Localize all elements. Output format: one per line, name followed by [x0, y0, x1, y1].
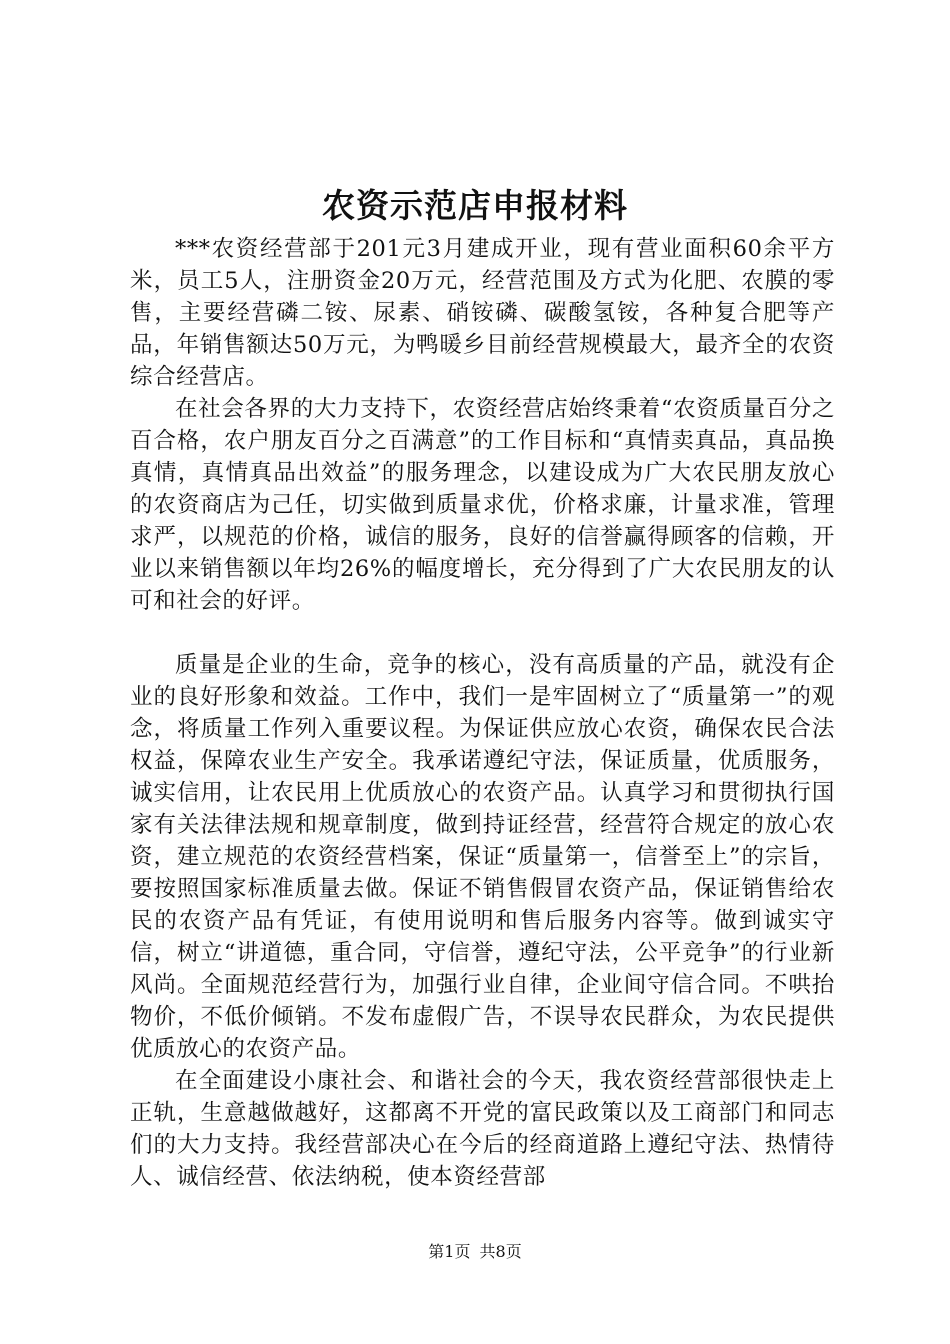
paragraph-quality: 质量是企业的生命，竞争的核心，没有高质量的产品，就没有企业的良好形象和效益。工作中，我们一是牢固树立了“质量第一”的观念，将质量工作列入重要议程。为保证供应放心农资，确保农民合法权益，保障农业生产安全。我承诺遵纪守法，保证质量，优质服务，诚实信用，让农民用上优质放心的农资产品。认真学习和贯彻执行国家有关法律法规和规章制度，做到持证经营，经营符合规定的放心农资，建立规范的农资经营档案，保证“质量第一，信誉至上”的宗旨，要按照国家标准质量去做。保证不销售假冒农资产品，保证销售给农民的农资产品有凭证，有使用说明和售后服务内容等。做到诚实守信，树立“讲道德，重合同，守信誉，遵纪守法，公平竞争”的行业新风尚。全面规范经营行为，加强行业自律，企业间守信合同。不哄抬物价，不低价倾销。不发布虚假广告，不误导农民群众，为农民提供优质放心的农资产品。	[130, 652, 835, 1062]
page-footer	[0, 1242, 950, 1262]
document-body	[130, 233, 835, 1193]
paragraph-intro: ***农资经营部于201元3月建成开业，现有营业面积60余平方米，员工5人，注册资金20万元，经营范围及方式为化肥、农膜的零售，主要经营磷二铵、尿素、硝铵磷、碳酸氢铵，各种复合肥等产品，年销售额达50万元，为鸭暖乡目前经营规模最大，最齐全的农资综合经营店。	[130, 236, 835, 390]
paragraph-spacer	[130, 617, 835, 649]
page-number: 第1页	[428, 1242, 471, 1261]
page-total: 共8页	[479, 1242, 522, 1261]
document-title: 农资示范店申报材料	[322, 186, 628, 225]
paragraph-outlook: 在全面建设小康社会、和谐社会的今天，我农资经营部很快走上正轨，生意越做越好，这都离不开党的富民政策以及工商部门和同志们的大力支持。我经营部决心在今后的经商道路上遵纪守法、热情待人、诚信经营、依法纳税，使本资经营部	[130, 1068, 835, 1190]
paragraph-service-philosophy: 在社会各界的大力支持下，农资经营店始终秉着“农资质量百分之百合格，农户朋友百分之百满意”的工作目标和“真情卖真品，真品换真情，真情真品出效益”的服务理念，以建设成为广大农民朋友放心的农资商店为己任，切实做到质量求优，价格求廉，计量求准，管理求严，以规范的价格，诚信的服务，良好的信誉赢得顾客的信赖，开业以来销售额以年均26%的幅度增长，充分得到了广大农民朋友的认可和社会的好评。	[130, 396, 835, 614]
